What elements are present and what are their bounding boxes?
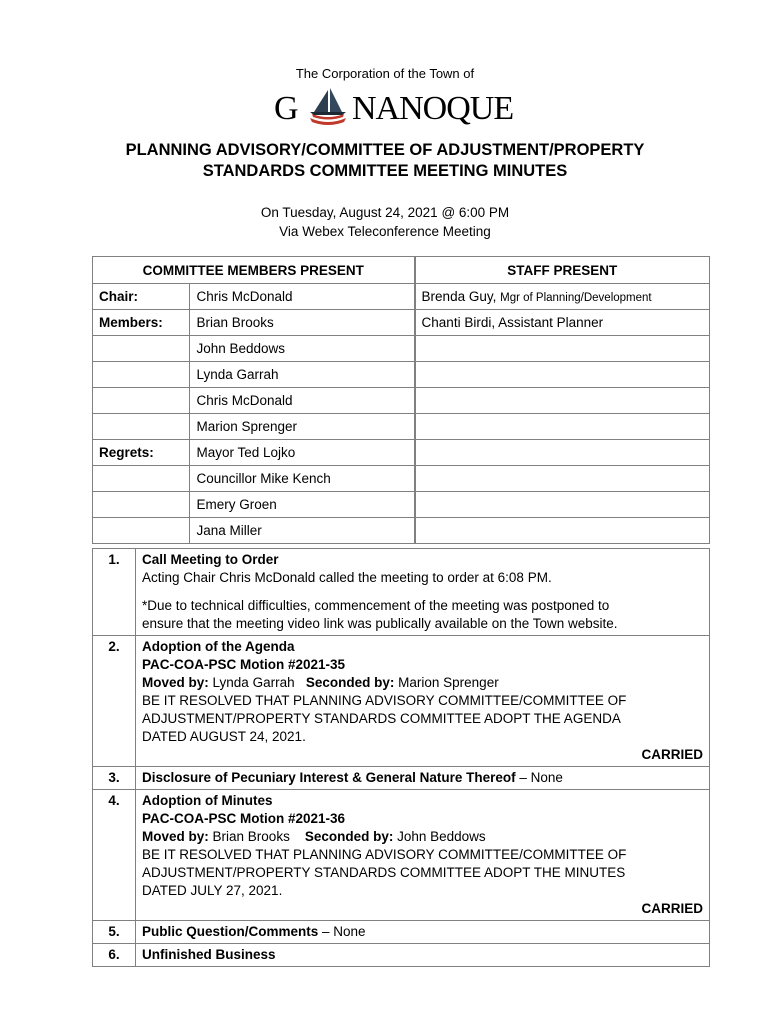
staff-header: STAFF PRESENT [415, 257, 709, 284]
item-number: 3. [93, 767, 136, 790]
agenda-item-1 [93, 549, 710, 636]
item-content [136, 944, 710, 967]
moved-label: Moved by: [142, 675, 209, 690]
empty-cell [93, 414, 190, 440]
empty-cell [93, 466, 190, 492]
resolution-text: ADJUSTMENT/PROPERTY STANDARDS COMMITTEE ADOPT THE AGENDA [142, 711, 621, 726]
seconded-label: Seconded by: [304, 829, 394, 844]
attendance-row [93, 388, 710, 414]
moved-name: Brian Brooks [212, 829, 290, 844]
meeting-venue: Via Webex Teleconference Meeting [279, 224, 491, 239]
seconded-name: Marion Sprenger [398, 675, 499, 690]
town-logo [270, 84, 514, 128]
resolution-text: ADJUSTMENT/PROPERTY STANDARDS COMMITTEE ADOPT THE MINUTES [142, 865, 626, 880]
empty-cell [415, 362, 709, 388]
item-suffix: – None [515, 770, 563, 785]
title-line-1: PLANNING ADVISORY/COMMITTEE OF ADJUSTMENT/PROPERTY [125, 141, 645, 159]
item-content [136, 767, 710, 790]
item-title: Public Question/Comments [142, 924, 319, 939]
empty-cell [93, 388, 190, 414]
item-title: Adoption of the Agenda [142, 639, 295, 654]
regrets-label: Regrets: [93, 440, 190, 466]
item-number: 5. [93, 921, 136, 944]
agenda-table [92, 548, 710, 967]
empty-cell [415, 440, 709, 466]
resolution-text: DATED JULY 27, 2021. [142, 883, 283, 898]
attendance-row [93, 362, 710, 388]
staff-cell [415, 284, 709, 310]
seconded-name: John Beddows [397, 829, 486, 844]
attendance-row [93, 518, 710, 544]
empty-cell [415, 492, 709, 518]
agenda-item-3 [93, 767, 710, 790]
chair-label: Chair: [93, 284, 190, 310]
motion-number: PAC-COA-PSC Motion #2021-36 [142, 811, 346, 826]
members-label: Members: [93, 310, 190, 336]
motion-number: PAC-COA-PSC Motion #2021-35 [142, 657, 346, 672]
item-number: 2. [93, 636, 136, 767]
regret-name: Councillor Mike Kench [190, 466, 414, 492]
meeting-info [0, 203, 770, 241]
resolution-text: DATED AUGUST 24, 2021. [142, 729, 306, 744]
attendance-table [92, 256, 710, 544]
document-title [0, 140, 770, 182]
attendance-row [93, 310, 710, 336]
motion-movers [142, 674, 703, 692]
item-suffix: – None [318, 924, 366, 939]
meeting-date: On Tuesday, August 24, 2021 @ 6:00 PM [260, 205, 510, 220]
item-note: ensure that the meeting video link was publically available on the Town website. [142, 616, 618, 631]
item-title: Call Meeting to Order [142, 552, 279, 567]
agenda-item-5 [93, 921, 710, 944]
item-number: 4. [93, 790, 136, 921]
member-name: John Beddows [190, 336, 414, 362]
empty-cell [415, 388, 709, 414]
resolution-text: BE IT RESOLVED THAT PLANNING ADVISORY COMMITTEE/COMMITTEE OF [142, 693, 627, 708]
title-line-2: STANDARDS COMMITTEE MEETING MINUTES [202, 162, 568, 180]
sailboat-emblem-icon [304, 84, 352, 128]
member-name: Brian Brooks [190, 310, 414, 336]
attendance-row [93, 284, 710, 310]
agenda-item-6 [93, 944, 710, 967]
empty-cell [93, 336, 190, 362]
corporation-line: The Corporation of the Town of [295, 66, 475, 81]
motion-result: CARRIED [641, 747, 703, 762]
motion-movers [142, 828, 703, 846]
item-content [136, 790, 710, 921]
member-name: Chris McDonald [190, 388, 414, 414]
motion-result: CARRIED [641, 901, 703, 916]
item-note: *Due to technical difficulties, commencement of the meeting was postponed to [142, 598, 610, 613]
member-name: Marion Sprenger [190, 414, 414, 440]
item-text: Acting Chair Chris McDonald called the meeting to order at 6:08 PM. [142, 570, 552, 585]
empty-cell [415, 466, 709, 492]
attendance-row [93, 414, 710, 440]
regret-name: Mayor Ted Lojko [190, 440, 414, 466]
regret-name: Jana Miller [190, 518, 414, 544]
empty-cell [93, 518, 190, 544]
moved-label: Moved by: [142, 829, 209, 844]
empty-cell [93, 362, 190, 388]
item-number: 1. [93, 549, 136, 636]
members-header: COMMITTEE MEMBERS PRESENT [93, 257, 415, 284]
item-title: Disclosure of Pecuniary Interest & General Nature Thereof [142, 770, 516, 785]
resolution-text: BE IT RESOLVED THAT PLANNING ADVISORY COMMITTEE/COMMITTEE OF [142, 847, 627, 862]
attendance-row [93, 466, 710, 492]
empty-cell [415, 336, 709, 362]
item-content [136, 636, 710, 767]
staff-title: Mgr of Planning/Development [500, 292, 652, 304]
agenda-item-4 [93, 790, 710, 921]
empty-cell [415, 414, 709, 440]
seconded-label: Seconded by: [305, 675, 395, 690]
member-name: Lynda Garrah [190, 362, 414, 388]
chair-name: Chris McDonald [190, 284, 414, 310]
attendance-row [93, 336, 710, 362]
attendance-row [93, 440, 710, 466]
item-content [136, 921, 710, 944]
logo-letter-g: G [274, 90, 299, 127]
item-content [136, 549, 710, 636]
logo-text: NANOQUE [352, 90, 514, 127]
regret-name: Emery Groen [190, 492, 414, 518]
attendance-header-row [93, 257, 710, 284]
staff-name: Brenda Guy, [421, 289, 497, 304]
empty-cell [93, 492, 190, 518]
empty-cell [415, 518, 709, 544]
item-title: Unfinished Business [142, 947, 276, 962]
attendance-row [93, 492, 710, 518]
agenda-item-2 [93, 636, 710, 767]
staff-cell: Chanti Birdi, Assistant Planner [415, 310, 709, 336]
spacer [142, 587, 703, 597]
moved-name: Lynda Garrah [212, 675, 295, 690]
item-number: 6. [93, 944, 136, 967]
item-title: Adoption of Minutes [142, 793, 273, 808]
